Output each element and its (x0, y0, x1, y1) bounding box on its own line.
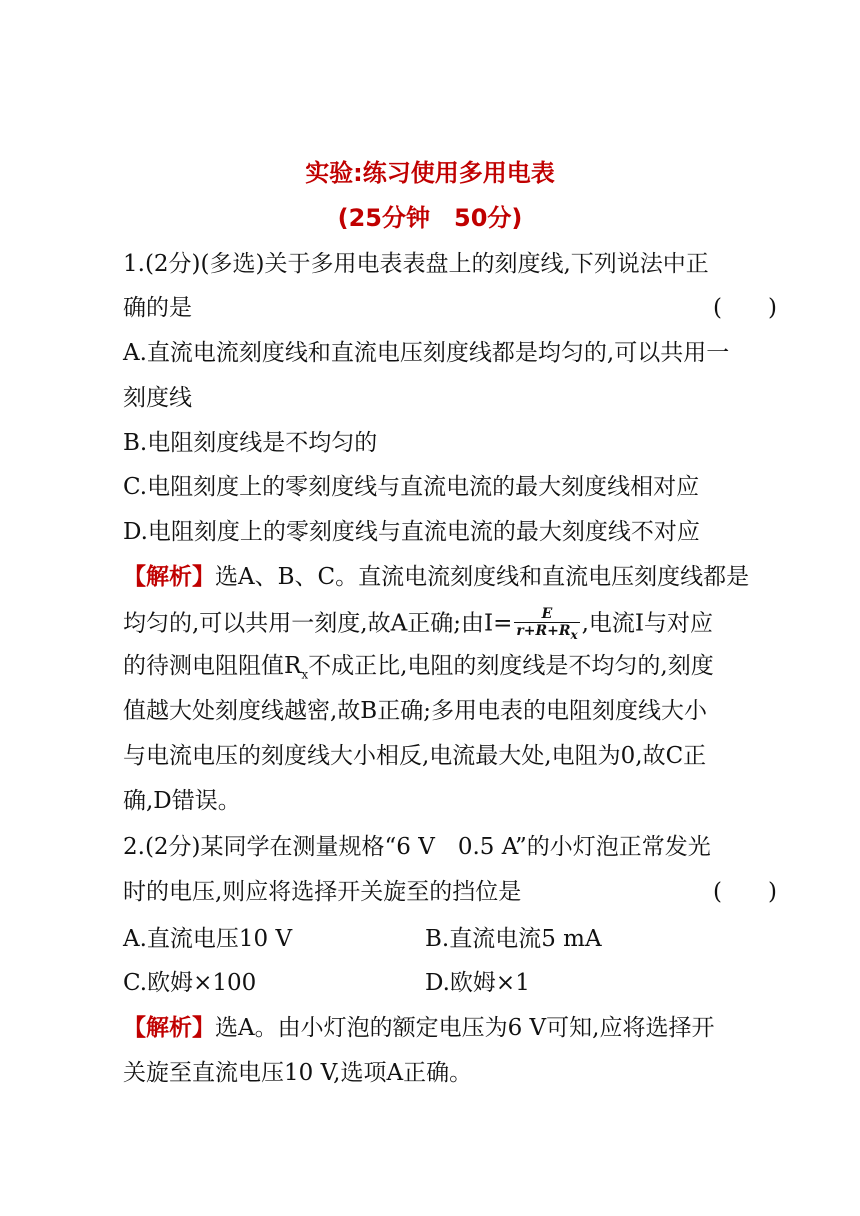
q2-stem-line1: 2.(2分)某同学在测量规格“6 V 0.5 A”的小灯泡正常发光 (123, 834, 711, 860)
q2-option-a: A.直流电压10 V (123, 926, 293, 952)
q1-analysis-line1 (123, 562, 749, 592)
fraction-numerator: E (514, 606, 579, 623)
q2-analysis-line2: 关旋至直流电压10 V,选项A正确。 (123, 1060, 473, 1086)
q1-analysis-line5: 与电流电压的刻度线大小相反,电流最大处,电阻为0,故C正 (123, 743, 707, 769)
analysis-text: 均匀的,可以共用一刻度,故A正确;由I= (123, 610, 513, 637)
q1-analysis-line6: 确,D错误。 (123, 788, 241, 814)
q1-option-a-line1: A.直流电流刻度线和直流电压刻度线都是均匀的,可以共用一 (123, 340, 730, 366)
q2-stem-line2: 时的电压,则应将选择开关旋至的挡位是 (123, 879, 522, 905)
q1-answer-blank: ( ) (713, 295, 777, 321)
q2-option-b: B.直流电流5 mA (425, 926, 602, 952)
analysis-tag: 【解析】 (123, 563, 215, 590)
denominator-subscript: x (570, 627, 578, 642)
q1-option-a-line2: 刻度线 (123, 385, 192, 411)
q1-stem-line2: 确的是 (123, 295, 192, 321)
q1-stem-line1: 1.(2分)(多选)关于多用电表表盘上的刻度线,下列说法中正 (123, 251, 709, 277)
fraction-denominator (514, 623, 579, 643)
q2-option-d: D.欧姆×1 (425, 970, 530, 996)
analysis-tag: 【解析】 (123, 1014, 215, 1041)
formula-fraction (514, 606, 579, 643)
analysis-text: 的待测电阻阻值R (123, 653, 302, 679)
q1-option-d: D.电阻刻度上的零刻度线与直流电流的最大刻度线不对应 (123, 519, 700, 545)
q2-analysis-line1 (123, 1013, 714, 1043)
page-subtitle: (25分钟 50分) (337, 204, 523, 232)
q1-option-c: C.电阻刻度上的零刻度线与直流电流的最大刻度线相对应 (123, 474, 700, 500)
q1-analysis-line3 (123, 651, 714, 690)
q2-answer-blank: ( ) (713, 879, 777, 905)
q1-option-b: B.电阻刻度线是不均匀的 (123, 430, 378, 456)
page-title: 实验:练习使用多用电表 (305, 159, 555, 187)
resistance-subscript: x (301, 667, 309, 682)
q1-analysis-line2 (123, 606, 713, 643)
analysis-text: 不成正比,电阻的刻度线是不均匀的,刻度 (308, 653, 714, 679)
q1-analysis-line4: 值越大处刻度线越密,故B正确;多用电表的电阻刻度线大小 (123, 698, 707, 724)
analysis-text: 选A、B、C。直流电流刻度线和直流电压刻度线都是 (215, 564, 750, 590)
denominator-text: r+R+R (516, 623, 571, 639)
analysis-text: ,电流I与对应 (581, 610, 714, 637)
analysis-text: 选A。由小灯泡的额定电压为6 V可知,应将选择开 (215, 1015, 715, 1041)
q2-option-c: C.欧姆×100 (123, 970, 257, 996)
